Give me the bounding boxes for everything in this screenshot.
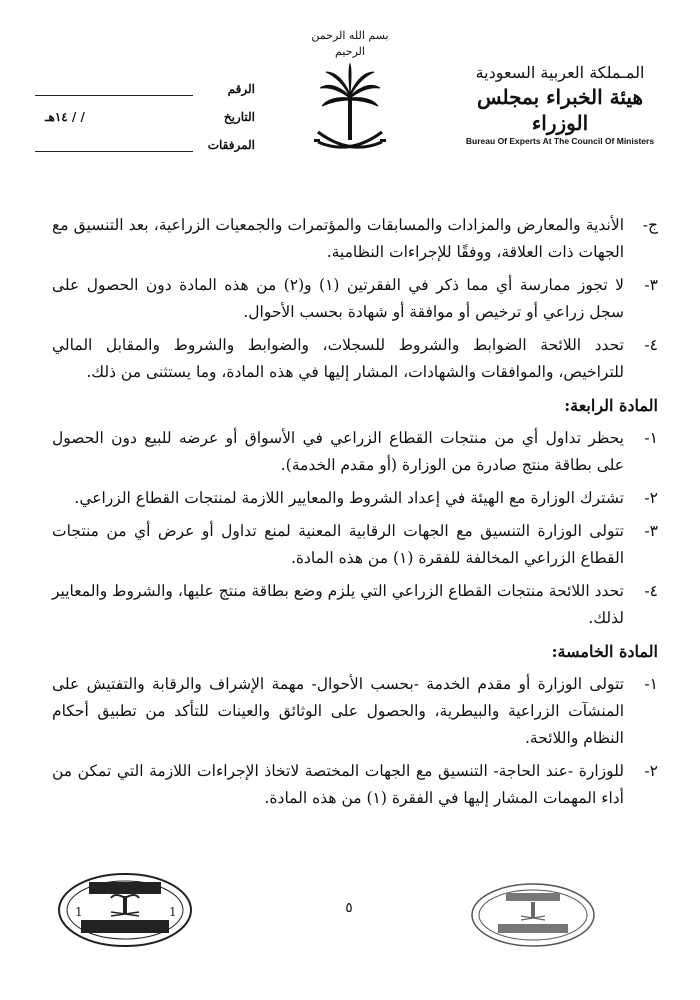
attachments-row [35,124,255,152]
item-number: ٤- [644,336,658,354]
attachments-line [35,137,193,152]
article-5-heading: المادة الخامسة: [551,642,658,661]
document-body [52,212,658,818]
list-item [52,485,658,512]
item-text: تحدد اللائحة الضوابط والشروط للسجلات، والضوابط والشروط والمقابل المالي للتراخيص، والموافقات والشهادات، المشار إليها في هذه المادة، وما يستثنى من ذلك. [52,336,624,381]
article-4-heading: المادة الرابعة: [564,396,658,415]
item-text: للوزارة -عند الحاجة- التنسيق مع الجهات المختصة لاتخاذ الإجراءات اللازمة التي تمكن من أداء المهمات المشار إليها في الفقرة (١) من هذه المادة. [52,762,624,807]
item-number: ٢- [644,762,658,780]
date-label: التاريخ [223,110,255,124]
letterhead-organization [460,62,660,146]
svg-text:1: 1 [75,905,83,919]
official-seal-right [468,880,598,954]
item-number: ٢- [644,489,658,507]
bureau-name-arabic: هيئة الخبراء بمجلس الوزراء [476,85,643,135]
list-item [52,212,658,266]
bureau-name-english: Bureau Of Experts At The Council Of Ministers [465,136,655,146]
list-item [52,758,658,812]
item-number: ج- [642,216,658,234]
item-text: تشترك الوزارة مع الهيئة في إعداد الشروط والمعايير اللازمة لمنتجات القطاع الزراعي. [74,489,624,507]
list-item [52,671,658,752]
palm-swords-emblem-icon [310,60,390,160]
list-item [52,332,658,386]
kingdom-name: المـملكة العربية السعودية [475,63,645,82]
letterhead-emblem [300,28,400,164]
seal-stamp-icon [55,870,195,950]
list-item [52,425,658,479]
reference-number-row [35,68,255,96]
reference-number-label: الرقم [227,82,255,96]
reference-number-line [35,81,193,96]
item-number: ١- [644,429,658,447]
basmala: بسم الله الرحمن الرحيم [311,29,389,58]
item-text: الأندية والمعارض والمزادات والمسابقات والمؤتمرات والجمعيات الزراعية، بعد التنسيق مع الجهات ذات العلاقة، ووفقًا للإجراءات النظامية. [52,216,624,261]
list-item [52,578,658,632]
attachments-label: المرفقات [207,138,255,152]
item-text: يحظر تداول أي من منتجات القطاع الزراعي في الأسواق أو عرضه للبيع دون الحصول على بطاقة منتج صادرة من الوزارة (أو مقدم الخدمة). [52,429,624,474]
item-number: ٣- [644,276,658,294]
item-text: تتولى الوزارة التنسيق مع الجهات الرقابية المعنية لمنع تداول أو عرض أي من منتجات القطاع الزراعي المخالفة للفقرة (١) من هذه المادة. [52,522,624,567]
item-number: ٤- [644,582,658,600]
official-seal-left [55,870,195,954]
item-text: تحدد اللائحة منتجات القطاع الزراعي التي يلزم وضع بطاقة منتج عليها، والشروط والمعايير لذلك. [52,582,624,627]
page-number: ٥ [345,900,353,916]
item-text: تتولى الوزارة أو مقدم الخدمة -بحسب الأحوال- مهمة الإشراف والرقابة والتفتيش على المنشآت الزراعية والبيطرية، والحصول على الوثائق والعينات للتأكد من تطبيق أحكام النظام واللائحة. [52,675,624,747]
item-number: ١- [644,675,658,693]
date-row [35,96,255,124]
date-value: / / ١٤هـ [45,110,85,124]
reference-fields [35,68,255,152]
svg-text:1: 1 [169,905,177,919]
item-number: ٣- [644,522,658,540]
list-item [52,518,658,572]
seal-stamp-icon [468,880,598,950]
list-item [52,272,658,326]
item-text: لا تجوز ممارسة أي مما ذكر في الفقرتين (١) و(٢) من هذه المادة دون الحصول على سجل زراعي أو ترخيص أو موافقة أو شهادة بحسب الأحوال. [52,276,624,321]
